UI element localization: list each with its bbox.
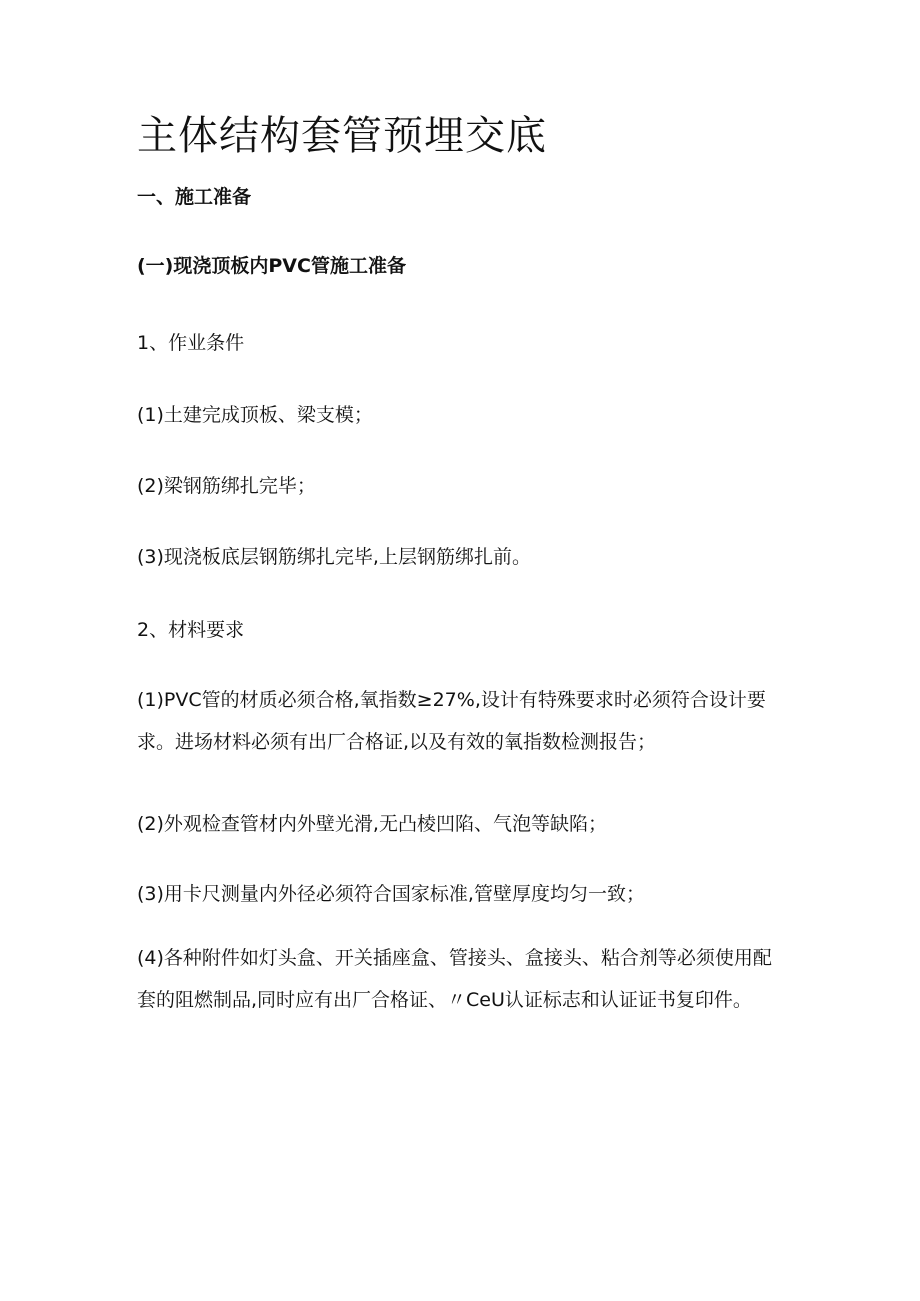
condition-item-1: (1)土建完成顶板、梁支模； (137, 404, 373, 426)
material-item-2: (2)外观检查管材内外壁光滑,无凸棱凹陷、气泡等缺陷； (137, 813, 607, 835)
condition-item-2: (2)梁钢筋绑扎完毕； (137, 475, 316, 497)
material-item-3: (3)用卡尺测量内外径必须符合国家标准,管壁厚度均匀一致； (137, 883, 645, 905)
item-heading-material-requirements: 2、材料要求 (137, 619, 245, 641)
document-title: 主体结构套管预埋交底 (137, 113, 547, 159)
item-heading-work-conditions: 1、作业条件 (137, 332, 245, 354)
condition-item-3: (3)现浇板底层钢筋绑扎完毕,上层钢筋绑扎前。 (137, 546, 531, 568)
material-item-1: (1)PVC管的材质必须合格,氧指数≥27%,设计有特殊要求时必须符合设计要求。进场材料必须有出厂合格证,以及有效的氧指数检测报告； (137, 689, 766, 753)
section-heading-preparation: 一、施工准备 (137, 186, 252, 208)
material-item-4: (4)各种附件如灯头盒、开关插座盒、管接头、盒接头、粘合剂等必须使用配套的阻燃制品,同时应有出厂合格证、〃CeU认证标志和认证证书复印件。 (137, 947, 772, 1011)
subsection-heading-pvc-pipe: (一)现浇顶板内PVC管施工准备 (137, 255, 406, 277)
